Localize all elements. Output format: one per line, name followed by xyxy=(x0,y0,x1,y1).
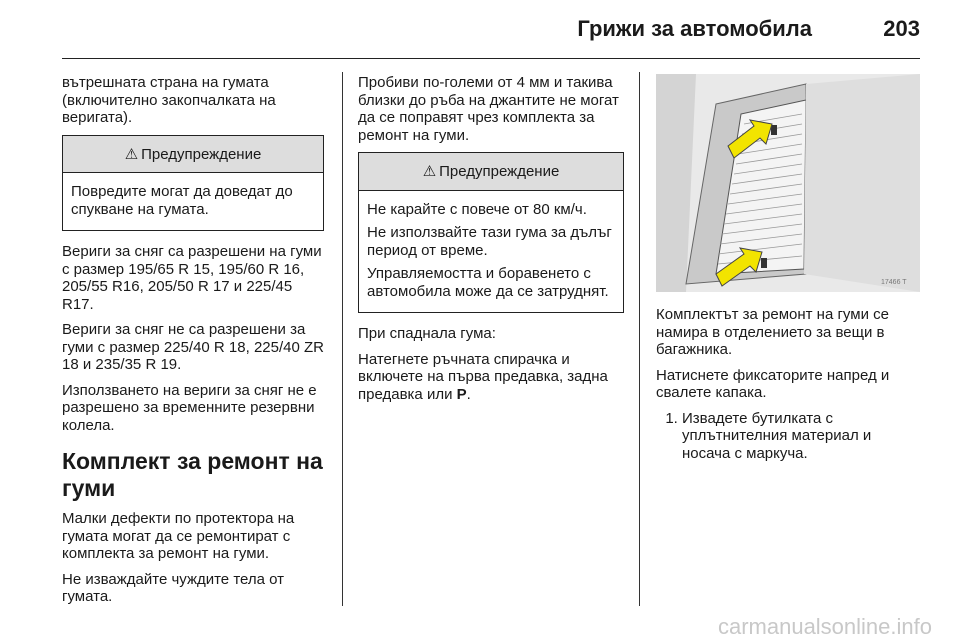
warning-text: Повредите могат да доведат до спукване на гумата. xyxy=(71,183,293,218)
paragraph: Вериги за сняг не са разрешени за гуми с размер 225/40 R 18, 225/40 ZR 18 и 235/35 R 19. xyxy=(62,321,324,373)
paragraph: Вериги за сняг са разрешени на гуми с размер 195/65 R 15, 195/60 R 16, 205/55 R16, 205/50 R 17 и 225/45 R17. xyxy=(62,243,322,313)
gear-p-label: P xyxy=(456,385,467,403)
figure-label: 17466 T xyxy=(881,279,907,286)
warning-header xyxy=(63,136,323,174)
text-run: . xyxy=(466,385,471,403)
paragraph: При спаднала гума: xyxy=(358,325,496,342)
warning-line: Управляемостта и боравенето с автомобила може да се затруднят. xyxy=(367,265,609,300)
warning-body xyxy=(359,191,623,313)
paragraph: Пробиви по-големи от 4 мм и такива близки до ръба на джантите не могат да се поправят чрез комплекта за ремонт на гуми. xyxy=(358,74,619,144)
page-title: Грижи за автомобила xyxy=(577,16,812,41)
paragraph: вътрешната страна на гумата (включително закопчалката на веригата). xyxy=(62,74,276,126)
paragraph: Използването на вериги за сняг не е разрешено за временните резервни колела. xyxy=(62,381,317,434)
warning-header xyxy=(359,153,623,191)
paragraph: Комплектът за ремонт на гуми се намира в отделението за вещи в багажника. xyxy=(656,306,889,358)
column-divider xyxy=(639,72,640,606)
warning-line: Не карайте с повече от 80 км/ч. xyxy=(367,200,587,218)
column-divider xyxy=(342,72,343,606)
list-item: 1. Извадете бутилката с уплътнителния материал и носача с маркуча. xyxy=(682,410,920,463)
paragraph xyxy=(358,351,624,404)
text-run: Натегнете ръчната спирачка и включете на първа предавка, задна предавка или xyxy=(358,350,608,403)
warning-body xyxy=(63,173,323,230)
column-1 xyxy=(62,74,324,614)
warning-triangle-icon: ⚠ xyxy=(422,163,437,180)
column-3 xyxy=(656,74,920,462)
steps-list xyxy=(656,410,920,463)
header-rule xyxy=(62,58,920,59)
watermark: carmanualsonline.info xyxy=(717,614,932,639)
warning-title: Предупреждение xyxy=(141,145,262,163)
warning-triangle-icon: ⚠ xyxy=(124,145,139,163)
page-number: 203 xyxy=(883,16,920,41)
paragraph: Натиснете фиксаторите напред и свалете капака. xyxy=(656,366,890,401)
column-2 xyxy=(358,74,624,411)
warning-box xyxy=(358,152,624,313)
trunk-illustration xyxy=(656,74,920,292)
warning-title: Предупреждение xyxy=(439,163,560,180)
paragraph: Не изваждайте чуждите тела от гумата. xyxy=(62,570,285,605)
section-heading: Комплект за ремонт на гуми xyxy=(62,448,323,501)
warning-line: Не използвайте тази гума за дълъг период от време. xyxy=(367,224,612,259)
warning-box xyxy=(62,135,324,232)
paragraph: Малки дефекти по протектора на гумата могат да се ремонтират с комплекта за ремонт на гуми. xyxy=(62,510,295,562)
